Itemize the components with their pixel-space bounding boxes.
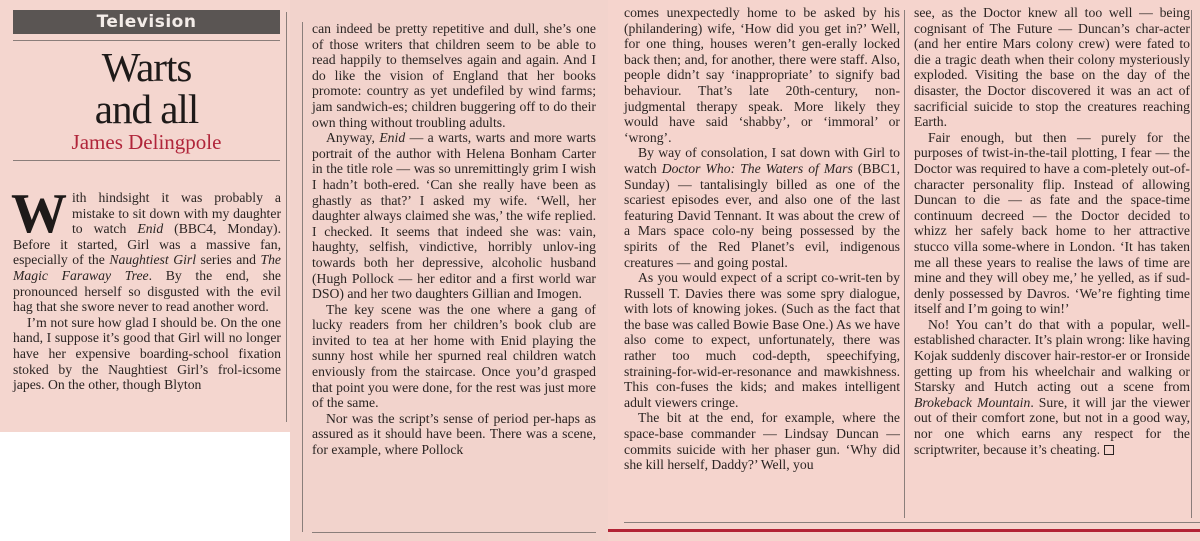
headline-line-1: Warts: [101, 44, 192, 90]
header-rule-bottom: [13, 160, 280, 161]
footer-accent-bar: [608, 529, 1200, 532]
paragraph: Anyway, Enid — a warts, warts and more warts portrait of the author with Helena Bonham Carter in the title role — was so unremittingly grim I wish I hadn’t both-ered. ‘Can she really have been as ghastly as that?’ I asked my wife. ‘Well, her daughter always claimed she was,’ the wife replied. I checked. It seems that indeed she was: vain, haughty, selfish, vindictive, horribly unlov-ing towards both her depressive, alcoholic husband (Hugh Pollock — her editor and a first world war DSO) and her two daughters Gillian and Imogen.: [312, 130, 596, 302]
paragraph: see, as the Doctor knew all too well — being cognisant of The Future — Duncan’s char-acter (and her entire Mars colony crew) were fated to die a tragic death when their colony mysteriously exploded. Visiting the base on the day of the disaster, the Doctor discovered it was an act of sacrificial suicide to stop the creatures reaching Earth.: [914, 5, 1190, 130]
paragraph: As you would expect of a script co-writ-ten by Russell T. Davies there was some spry dialogue, with lots of knowing jokes. (Such as the fact that the base was called Bowie Base One.) As we have also come to expect, unfortunately, there was rather too much cod-depth, speechifying, straining-for-wid-er-resonance and mawkishness. This con-fuses the kids; and makes intelligent adult viewers cringe.: [624, 270, 900, 410]
header-rule-top: [13, 40, 280, 41]
section-tag: Television: [13, 10, 280, 34]
byline: James Delingpole: [71, 130, 222, 154]
paragraph: comes unexpectedly home to be asked by his (philandering) wife, ‘How did you get in?’ Well, for one thing, houses weren’t gen-erally locked back then; and, for another, there were staff. Also, people didn’t say ‘inappropriate’ to signify bad behaviour. That’s late 20th-century, non-judgmental therapy speak. More likely they would have said ‘shabby’, or ‘immoral’ or ‘wrong’.: [624, 5, 900, 145]
column-rule-2: [904, 10, 905, 518]
article-column-1: [11, 183, 281, 393]
paragraph: Nor was the script’s sense of period per-haps as assured as it should have been. There was a scene, for example, where Pollock: [312, 410, 596, 458]
column-rule-1b: [302, 22, 303, 532]
article-column-4: [914, 5, 1190, 457]
paragraph: With hindsight it was probably a mistake to sit down with my daughter to watch Enid (BBC4, Monday). Before it started, Girl was a massive fan, especially of the Naughtiest Girl series and The Magic Faraway Tree. By the end, she pronounced herself so disgusted with the evil hag that she swore never to read another word.: [11, 183, 281, 315]
headline: [13, 46, 280, 130]
column-rule-1: [286, 12, 287, 422]
end-of-article-box-icon: [1104, 445, 1114, 455]
paragraph: The key scene was the one where a gang of lucky readers from her children’s book club are invited to tea at her home with Enid playing the sunny host while her spurned real children watch enviously from the staircase. Once you’d grasped that point you were done, for the rest was just more of the same.: [312, 301, 596, 411]
paragraph: No! You can’t do that with a popular, well-established character. It’s plain wrong: like having Kojak suddenly discover hair-restor-er or Ironside getting up from his wheelchair and walking or Starsky and Hutch acting out a scene from Brokeback Mountain. Sure, it will jar the viewer out of their comfort zone, but not in a good way, nor one which earns any respect for the scriptwriter, because it’s cheating.: [914, 316, 1190, 457]
footer-rule-col34: [624, 522, 1200, 523]
article-column-2: [312, 21, 596, 458]
paragraph: The bit at the end, for example, where the space-base commander — Lindsay Duncan — commits suicide with her phaser gun. ‘Why did she kill herself, Daddy?’ Well, you: [624, 410, 900, 473]
paragraph: can indeed be pretty repetitive and dull, she’s one of those writers that children seem to be able to read happily to themselves again and again. And I do like the vision of England that her books promote: country as yet undefiled by wind farms; jam sandwich-es; children buggering off to do their own thing without troubling adults.: [312, 21, 596, 130]
paragraph: By way of consolation, I sat down with Girl to watch Doctor Who: The Waters of Mars (BBC1, Sunday) — tantalisingly billed as one of the scariest episodes ever, and also one of the last featuring David Tennant. It was about the crew of a Mars space colo-ny being possessed by the spirits of the Red Planet’s evil, indigenous creatures — and going postal.: [624, 145, 901, 270]
footer-rule-col2: [312, 532, 596, 533]
paragraph: I’m not sure how glad I should be. On the one hand, I suppose it’s good that Girl will no longer have her expensive boarding-school fixation stoked by the Naughtiest Girl’s frol-icsome japes. On the other, though Blyton: [13, 314, 281, 393]
drop-cap: W: [11, 183, 67, 245]
column-rule-3: [1191, 10, 1192, 518]
headline-line-2: and all: [94, 86, 199, 132]
paragraph: Fair enough, but then — purely for the purposes of twist-in-the-tail plotting, I fear — the Doctor was required to have a com-pletely out-of-character personality flip. Instead of allowing Duncan to die — as fate and the space-time continuum decreed — the Doctor decided to whizz her safely back home to her attractive stucco villa some-where in London. ‘It has taken me all these years to realise the laws of time are mine and they will obey me,’ he yelled, as if sud-denly possessed by Davros. ‘We’re fighting time itself and I’m going to win!’: [914, 129, 1190, 317]
article-column-3: [624, 5, 900, 473]
